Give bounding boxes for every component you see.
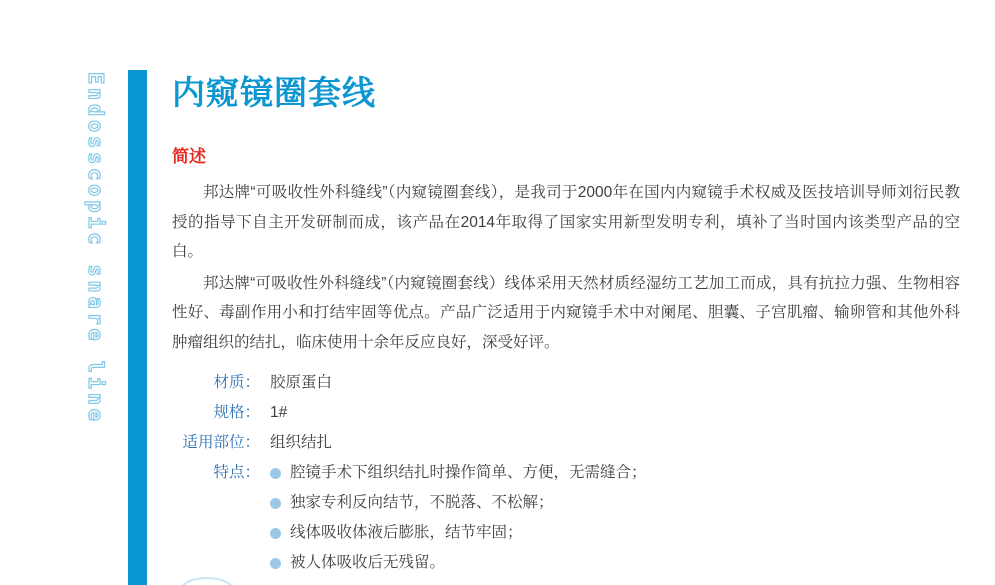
feature-text: 被人体吸收后无残留。 xyxy=(290,554,446,571)
spec-row-features xyxy=(172,458,960,578)
spec-label: 材质： xyxy=(213,374,260,391)
page-title: 内窥镜圈套线 xyxy=(172,74,376,111)
spec-value: 组织结扎 xyxy=(270,434,333,451)
spec-row-application xyxy=(172,428,960,458)
bullet-icon xyxy=(270,528,281,539)
spec-value: 胶原蛋白 xyxy=(270,374,333,391)
feature-list xyxy=(270,458,647,578)
spec-row-size xyxy=(172,398,960,428)
spec-row-material xyxy=(172,368,960,398)
feature-text: 线体吸收体液后膨胀，结节牢固； xyxy=(290,524,523,541)
intro-paragraph-1: 邦达牌“可吸收性外科缝线”（内窥镜圈套线），是我司于2000年在国内内窥镜手术权威及医技培训导师刘衍民教授的指导下自主开发研制而成，该产品在2014年取得了国家实用新型发明专利，填补了当时国内该类型产品的空白。 xyxy=(172,184,960,260)
list-item xyxy=(270,548,647,578)
content-area xyxy=(172,0,960,578)
spec-label: 特点： xyxy=(213,464,260,481)
spec-list xyxy=(172,368,960,578)
spec-value: 1# xyxy=(270,404,288,421)
cropped-logo-arc xyxy=(181,577,233,585)
feature-text: 腔镜手术下组织结扎时操作简单、方便，无需缝合； xyxy=(290,464,647,481)
list-item xyxy=(270,488,647,518)
bullet-icon xyxy=(270,498,281,509)
bullet-icon xyxy=(270,468,281,479)
list-item xyxy=(270,518,647,548)
bullet-icon xyxy=(270,558,281,569)
intro-paragraph-2: 邦达牌“可吸收性外科缝线”（内窥镜圈套线）线体采用天然材质经湿纺工艺加工而成，具有抗拉力强、生物相容性好、毒副作用小和打结牢固等优点。产品广泛适用于内窥镜手术中对阑尾、胆囊、子宫肌瘤、输卵管和其他外科肿瘤组织的结扎，临床使用十余年反应良好，深受好评。 xyxy=(172,274,960,351)
feature-text: 独家专利反向结节，不脱落、不松解； xyxy=(290,494,554,511)
sidebar-vertical-label: Endosscopic snare line xyxy=(84,72,108,425)
spec-label: 适用部位： xyxy=(182,434,260,451)
accent-bar xyxy=(128,70,147,585)
section-heading: 简述 xyxy=(172,147,206,166)
spec-label: 规格： xyxy=(213,404,260,421)
list-item xyxy=(270,458,647,488)
